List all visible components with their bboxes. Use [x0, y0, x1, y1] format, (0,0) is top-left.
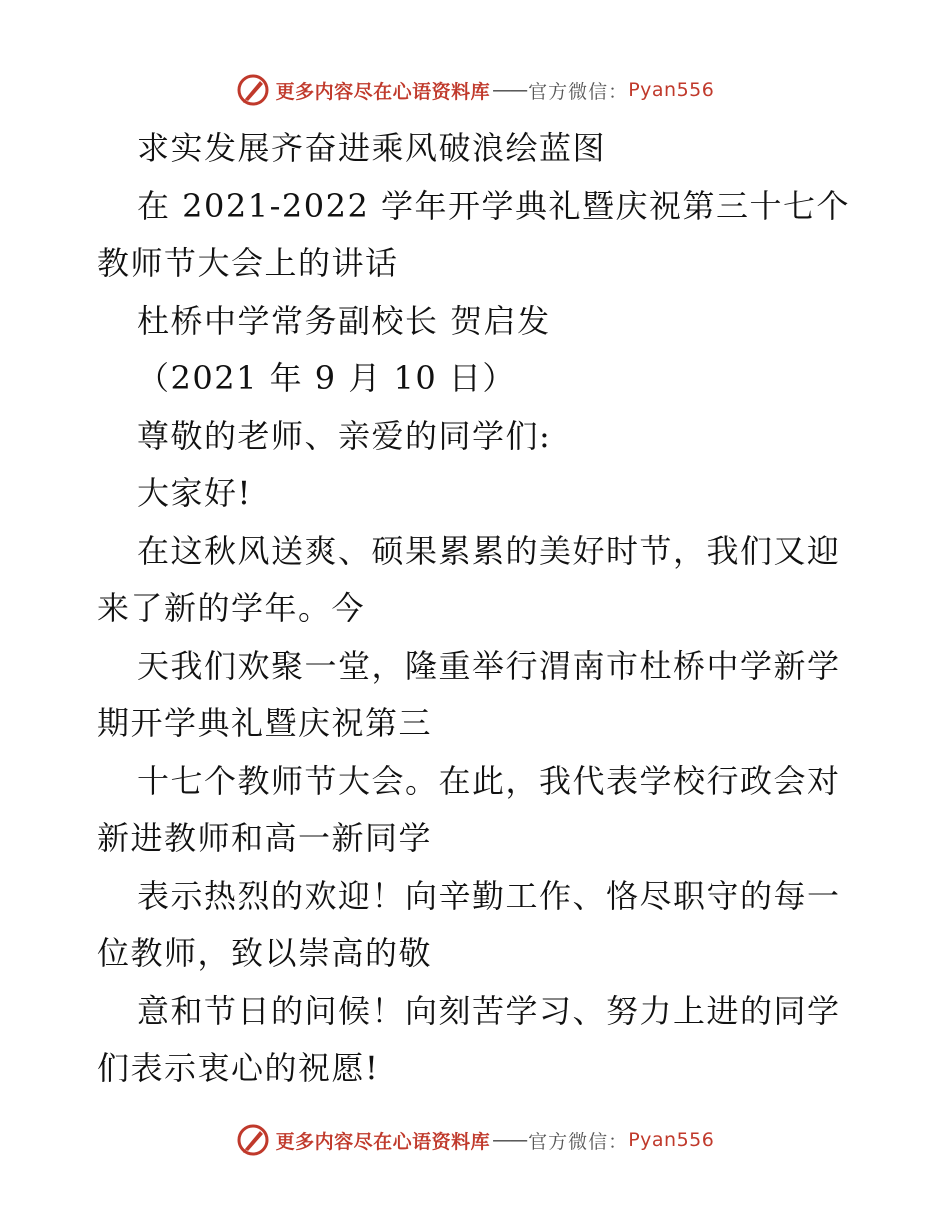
speech-subtitle-line-2: 教师节大会上的讲话	[97, 244, 399, 282]
body-line: 新进教师和高一新同学	[97, 819, 433, 857]
banner-wechat-label: 官方微信：	[528, 80, 629, 103]
quill-logo-icon	[236, 1123, 270, 1157]
body-line: 天我们欢聚一堂，隆重举行渭南市杜桥中学新学	[137, 646, 841, 685]
salutation: 尊敬的老师、亲爱的同学们:	[137, 416, 552, 455]
body-line: 期开学典礼暨庆祝第三	[97, 704, 433, 742]
banner-wechat-id: Pyan556	[628, 79, 715, 101]
body-line: 意和节日的问候！向刻苦学习、努力上进的同学	[137, 991, 841, 1030]
speaker-line: 杜桥中学常务副校长 贺启发	[137, 301, 551, 340]
banner-dash: ——	[492, 1129, 527, 1151]
document-body	[97, 120, 857, 1098]
body-line: 表示热烈的欢迎！向辛勤工作、恪尽职守的每一	[137, 876, 841, 915]
speech-subtitle-line-1: 在 2021-2022 学年开学典礼暨庆祝第三十七个	[137, 186, 851, 225]
quill-logo-icon	[236, 73, 270, 107]
body-line: 位教师，致以崇高的敬	[97, 934, 433, 972]
banner-wechat-id: Pyan556	[628, 1129, 715, 1151]
banner-promo-text: 更多内容尽在心语资料库	[275, 1130, 491, 1153]
greeting: 大家好!	[137, 474, 252, 512]
banner-wechat-label: 官方微信：	[528, 1130, 629, 1153]
header-banner	[0, 70, 950, 110]
body-line: 在这秋风送爽、硕果累累的美好时节，我们又迎	[137, 531, 841, 570]
banner-promo-text: 更多内容尽在心语资料库	[275, 80, 491, 103]
speech-title: 求实发展齐奋进乘风破浪绘蓝图	[137, 129, 607, 167]
date-line: （2021 年 9 月 10 日）	[137, 359, 516, 397]
banner-dash: ——	[492, 79, 527, 101]
footer-banner	[0, 1120, 950, 1160]
body-line: 们表示衷心的祝愿!	[97, 1049, 380, 1087]
body-line: 来了新的学年。今	[97, 589, 366, 627]
body-line: 十七个教师节大会。在此，我代表学校行政会对	[137, 761, 841, 800]
